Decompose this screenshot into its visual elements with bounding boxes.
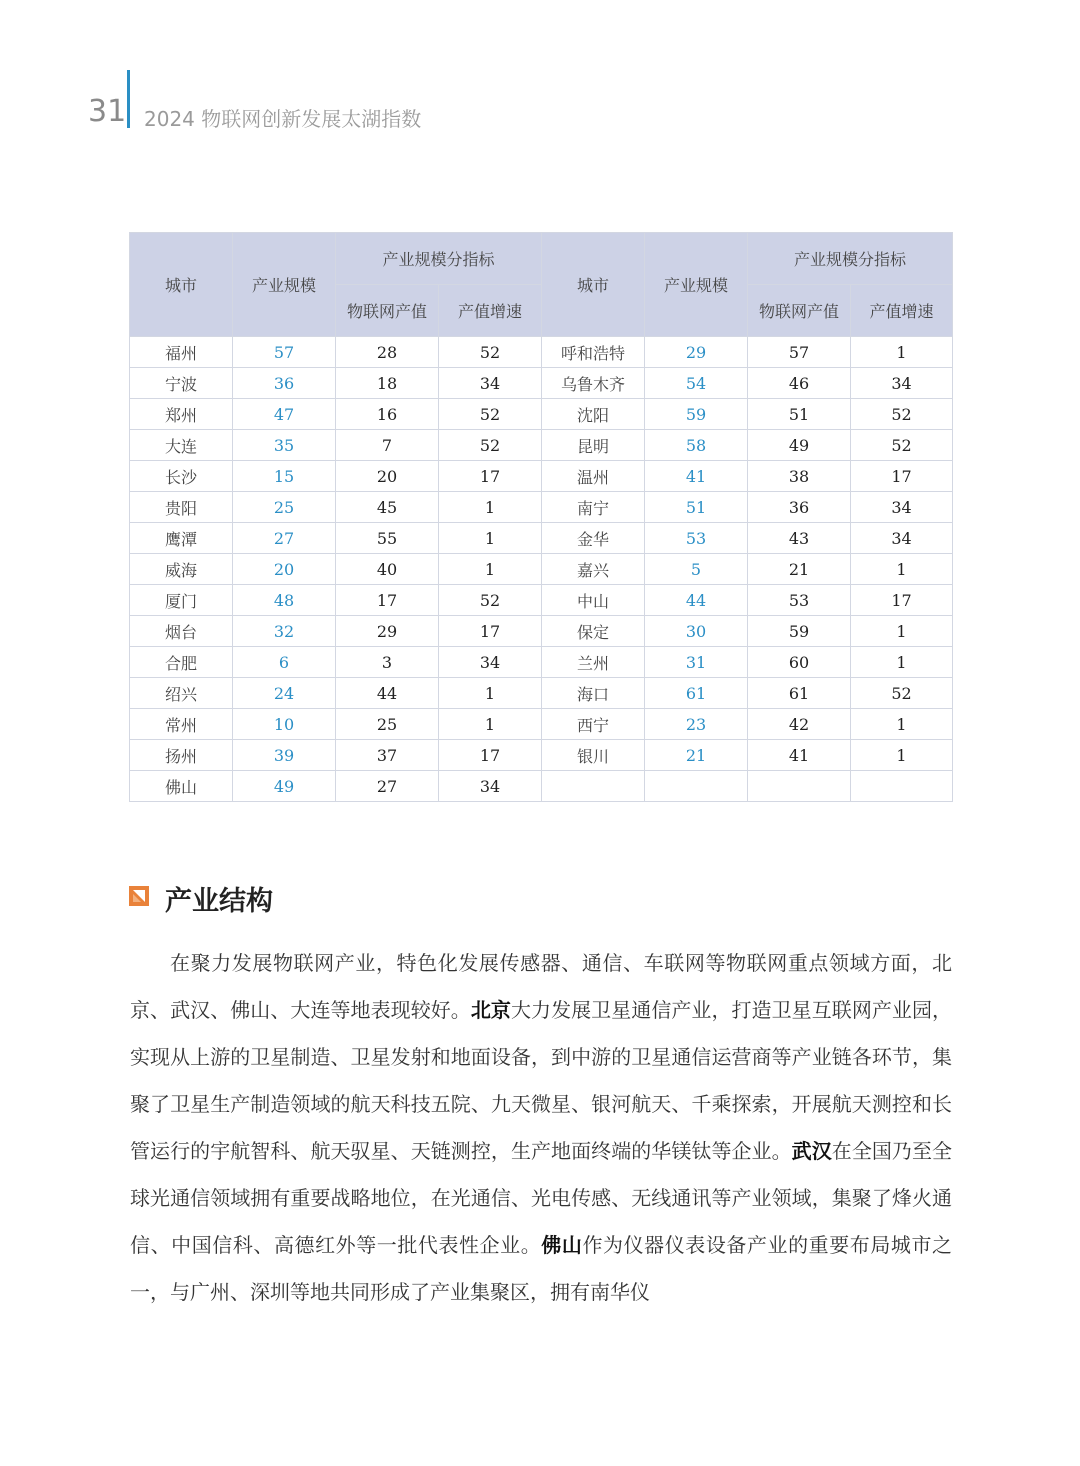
- cell-scale: 27: [233, 523, 336, 554]
- cell-city: 西宁: [542, 709, 645, 740]
- col-header-growth: 产值增速: [851, 285, 953, 337]
- cell-scale: 58: [645, 430, 748, 461]
- cell-scale: 23: [645, 709, 748, 740]
- header-divider: [127, 70, 130, 128]
- table-row: [130, 585, 953, 616]
- cell-city: 贵阳: [130, 492, 233, 523]
- highlighted-city: 武汉: [791, 1139, 832, 1163]
- col-header-growth: 产值增速: [439, 285, 542, 337]
- cell-iot-output: 49: [748, 430, 851, 461]
- cell-growth: 52: [439, 430, 542, 461]
- cell-scale: 48: [233, 585, 336, 616]
- cell-city: 乌鲁木齐: [542, 368, 645, 399]
- cell-city: 呼和浩特: [542, 337, 645, 368]
- cell-growth: 52: [851, 678, 953, 709]
- table-row: [130, 771, 953, 802]
- cell-iot-output: 28: [336, 337, 439, 368]
- cell-scale: 15: [233, 461, 336, 492]
- cell-scale: 47: [233, 399, 336, 430]
- col-header-iot-output: 物联网产值: [748, 285, 851, 337]
- cell-scale: 53: [645, 523, 748, 554]
- cell-scale: 10: [233, 709, 336, 740]
- cell-iot-output: 44: [336, 678, 439, 709]
- cell-city: 兰州: [542, 647, 645, 678]
- cell-growth: [851, 771, 953, 802]
- cell-city: 绍兴: [130, 678, 233, 709]
- cell-scale: 39: [233, 740, 336, 771]
- cell-iot-output: 3: [336, 647, 439, 678]
- cell-city: 佛山: [130, 771, 233, 802]
- cell-city: [542, 771, 645, 802]
- paragraph-text: 作为仪器仪表设备产业的重要布局城市之一，与广州、深圳等地共同形成了产业集聚区，拥有南华仪: [130, 1233, 953, 1304]
- table-row: [130, 709, 953, 740]
- paragraph-text: 在全国乃至全球光通信领域拥有重要战略地位，在光通信、光电传感、无线通讯等产业领域，集聚了烽火通信、中国信科、高德红外等一批代表性企业。: [130, 1139, 953, 1257]
- cell-iot-output: 40: [336, 554, 439, 585]
- cell-iot-output: 17: [336, 585, 439, 616]
- cell-iot-output: 18: [336, 368, 439, 399]
- cell-scale: 31: [645, 647, 748, 678]
- cell-iot-output: 59: [748, 616, 851, 647]
- table-row: [130, 647, 953, 678]
- cell-city: 南宁: [542, 492, 645, 523]
- cell-iot-output: 21: [748, 554, 851, 585]
- cell-scale: 59: [645, 399, 748, 430]
- cell-city: 温州: [542, 461, 645, 492]
- running-header-title: 2024 物联网创新发展太湖指数: [144, 107, 422, 131]
- cell-scale: 44: [645, 585, 748, 616]
- page-number: 31: [88, 94, 127, 129]
- table-row: [130, 740, 953, 771]
- cell-growth: 52: [851, 430, 953, 461]
- cell-city: 昆明: [542, 430, 645, 461]
- cell-iot-output: 41: [748, 740, 851, 771]
- cell-city: 厦门: [130, 585, 233, 616]
- cell-growth: 34: [851, 523, 953, 554]
- cell-city: 海口: [542, 678, 645, 709]
- cell-growth: 52: [439, 585, 542, 616]
- cell-growth: 1: [851, 709, 953, 740]
- cell-city: 扬州: [130, 740, 233, 771]
- cell-city: 嘉兴: [542, 554, 645, 585]
- cell-iot-output: 45: [336, 492, 439, 523]
- cell-iot-output: 7: [336, 430, 439, 461]
- cell-growth: 1: [439, 678, 542, 709]
- cell-growth: 1: [439, 523, 542, 554]
- cell-scale: 57: [233, 337, 336, 368]
- cell-scale: 54: [645, 368, 748, 399]
- cell-city: 沈阳: [542, 399, 645, 430]
- cell-growth: 1: [439, 492, 542, 523]
- section-title: 产业结构: [165, 886, 273, 917]
- cell-scale: 32: [233, 616, 336, 647]
- cell-city: 郑州: [130, 399, 233, 430]
- table-row: [130, 523, 953, 554]
- table-row: [130, 678, 953, 709]
- col-header-city: 城市: [130, 233, 233, 337]
- cell-city: 烟台: [130, 616, 233, 647]
- cell-city: 金华: [542, 523, 645, 554]
- cell-growth: 17: [439, 461, 542, 492]
- paragraph-text: 在聚力发展物联网产业，特色化发展传感器、通信、车联网等物联网重点领域方面，北京、武汉、佛山、大连等地表现较好。: [130, 951, 952, 1022]
- cell-growth: 17: [851, 585, 953, 616]
- table-row: [130, 554, 953, 585]
- col-header-iot-output: 物联网产值: [336, 285, 439, 337]
- cell-growth: 1: [851, 337, 953, 368]
- paragraph-text: 大力发展卫星通信产业，打造卫星互联网产业园，实现从上游的卫星制造、卫星发射和地面设备，到中游的卫星通信运营商等产业链各环节，集聚了卫星生产制造领域的航天科技五院、九天微星、银河航天、千乘探索，开展航天测控和长管运行的宇航智科、航天驭星、天链测控，生产地面终端的华镁钛等企业。: [130, 998, 953, 1163]
- table-row: [130, 616, 953, 647]
- cell-iot-output: [748, 771, 851, 802]
- cell-scale: 36: [233, 368, 336, 399]
- cell-growth: 34: [851, 492, 953, 523]
- table-body: [130, 337, 953, 802]
- cell-iot-output: 61: [748, 678, 851, 709]
- cell-scale: 49: [233, 771, 336, 802]
- highlighted-city: 北京: [470, 998, 511, 1022]
- highlighted-city: 佛山: [541, 1233, 583, 1257]
- cell-growth: 34: [439, 771, 542, 802]
- cell-iot-output: 57: [748, 337, 851, 368]
- cell-scale: 21: [645, 740, 748, 771]
- cell-scale: 35: [233, 430, 336, 461]
- cell-city: 福州: [130, 337, 233, 368]
- cell-iot-output: 51: [748, 399, 851, 430]
- cell-city: 宁波: [130, 368, 233, 399]
- cell-scale: 25: [233, 492, 336, 523]
- cell-city: 中山: [542, 585, 645, 616]
- cell-scale: 5: [645, 554, 748, 585]
- cell-iot-output: 60: [748, 647, 851, 678]
- cell-scale: 51: [645, 492, 748, 523]
- cell-iot-output: 46: [748, 368, 851, 399]
- cell-growth: 52: [851, 399, 953, 430]
- cell-city: 保定: [542, 616, 645, 647]
- cell-growth: 34: [439, 647, 542, 678]
- cell-growth: 1: [439, 709, 542, 740]
- cell-city: 常州: [130, 709, 233, 740]
- col-header-sub-index: 产业规模分指标: [336, 233, 542, 285]
- cell-scale: 6: [233, 647, 336, 678]
- cell-growth: 1: [851, 554, 953, 585]
- cell-growth: 17: [439, 616, 542, 647]
- col-header-sub-index: 产业规模分指标: [748, 233, 953, 285]
- cell-scale: 41: [645, 461, 748, 492]
- cell-growth: 1: [439, 554, 542, 585]
- body-paragraph: [130, 940, 952, 1316]
- cell-growth: 1: [851, 740, 953, 771]
- section-arrow-icon: [129, 886, 149, 906]
- cell-scale: 30: [645, 616, 748, 647]
- cell-growth: 17: [439, 740, 542, 771]
- cell-iot-output: 27: [336, 771, 439, 802]
- cell-city: 鹰潭: [130, 523, 233, 554]
- cell-growth: 34: [439, 368, 542, 399]
- cell-scale: 24: [233, 678, 336, 709]
- cell-iot-output: 20: [336, 461, 439, 492]
- cell-iot-output: 43: [748, 523, 851, 554]
- cell-scale: 61: [645, 678, 748, 709]
- table-row: [130, 492, 953, 523]
- table-row: [130, 399, 953, 430]
- cell-growth: 17: [851, 461, 953, 492]
- cell-scale: 20: [233, 554, 336, 585]
- col-header-scale: 产业规模: [645, 233, 748, 337]
- cell-iot-output: 29: [336, 616, 439, 647]
- cell-iot-output: 53: [748, 585, 851, 616]
- cell-growth: 34: [851, 368, 953, 399]
- city-index-table: [129, 232, 953, 802]
- cell-growth: 1: [851, 647, 953, 678]
- cell-city: 银川: [542, 740, 645, 771]
- table-row: [130, 461, 953, 492]
- cell-iot-output: 36: [748, 492, 851, 523]
- cell-growth: 1: [851, 616, 953, 647]
- cell-city: 合肥: [130, 647, 233, 678]
- cell-iot-output: 16: [336, 399, 439, 430]
- cell-iot-output: 42: [748, 709, 851, 740]
- cell-iot-output: 25: [336, 709, 439, 740]
- cell-scale: [645, 771, 748, 802]
- cell-iot-output: 38: [748, 461, 851, 492]
- col-header-city: 城市: [542, 233, 645, 337]
- table-row: [130, 430, 953, 461]
- table-row: [130, 337, 953, 368]
- cell-city: 大连: [130, 430, 233, 461]
- cell-scale: 29: [645, 337, 748, 368]
- cell-growth: 52: [439, 399, 542, 430]
- cell-iot-output: 37: [336, 740, 439, 771]
- table-row: [130, 368, 953, 399]
- cell-iot-output: 55: [336, 523, 439, 554]
- col-header-scale: 产业规模: [233, 233, 336, 337]
- cell-city: 威海: [130, 554, 233, 585]
- cell-city: 长沙: [130, 461, 233, 492]
- cell-growth: 52: [439, 337, 542, 368]
